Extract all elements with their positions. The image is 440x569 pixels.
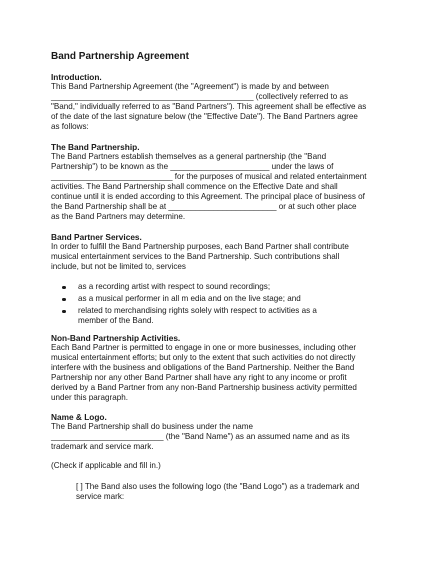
services-heading: Band Partner Services.: [51, 232, 142, 242]
partnership-section: [51, 142, 391, 222]
partnership-heading: The Band Partnership.: [51, 142, 140, 152]
services-section: [51, 232, 391, 272]
check-note: (Check if applicable and fill in.): [51, 461, 161, 470]
list-item: as a recording artist with respect to sound recordings;: [51, 282, 391, 292]
name-logo-text: The Band Partnership shall do business under the name _________________________ (the "Band Name") as an assumed name and as its trademark and service mark.: [51, 422, 350, 451]
partnership-text: The Band Partners establish themselves as a general partnership (the "Band Partnership") to be known as the ______________________ under the laws of ___________________________ for the purposes of musical and related entertainment activities. The Band Partnership shall commence on the Effective Date and shall continue until it is ended according to this Agreement. The principal place of business of the Band Partnership shall be at ________________________ or at such other place as the Band Partners may determine.: [51, 152, 367, 221]
name-logo-section: [51, 412, 391, 452]
non-band-heading: Non-Band Partnership Activities.: [51, 333, 181, 343]
list-item: as a musical performer in all m edia and on the live stage; and: [51, 294, 391, 304]
list-item: related to merchandising rights solely with respect to activities as a member of the Band.: [51, 306, 391, 326]
non-band-text: Each Band Partner is permitted to engage in one or more businesses, including other musical entertainment efforts; but only to the extent that such activities do not directly interfere with the business and obligations of the Band Partnership. Neither the Band Partnership nor any other Band Partner shall have any right to any income or profit derived by a Band Partner from any non-Band Partnership business activity permitted under this paragraph.: [51, 343, 357, 402]
introduction-text: This Band Partnership Agreement (the "Agreement") is made by and between _____________________________________________ (collectively referred to as "Band," individually referred to as "Band Partners"). This agreement shall be effective as of the date of the last signature below (the "Effective Date"). The Band Partners agree as follows:: [51, 82, 367, 131]
introduction-heading: Introduction.: [51, 72, 102, 82]
services-list: [51, 282, 391, 326]
logo-clause: [ ] The Band also uses the following logo (the "Band Logo") as a trademark and service mark:: [76, 482, 360, 501]
services-text: In order to fulfill the Band Partnership purposes, each Band Partner shall contribute musical entertainment services to the Band Partnership. Such contributions shall include, but not be limited to, services: [51, 242, 349, 271]
document-title: Band Partnership Agreement: [51, 51, 189, 62]
name-logo-heading: Name & Logo.: [51, 412, 107, 422]
non-band-section: [51, 333, 391, 403]
introduction-section: [51, 72, 391, 132]
